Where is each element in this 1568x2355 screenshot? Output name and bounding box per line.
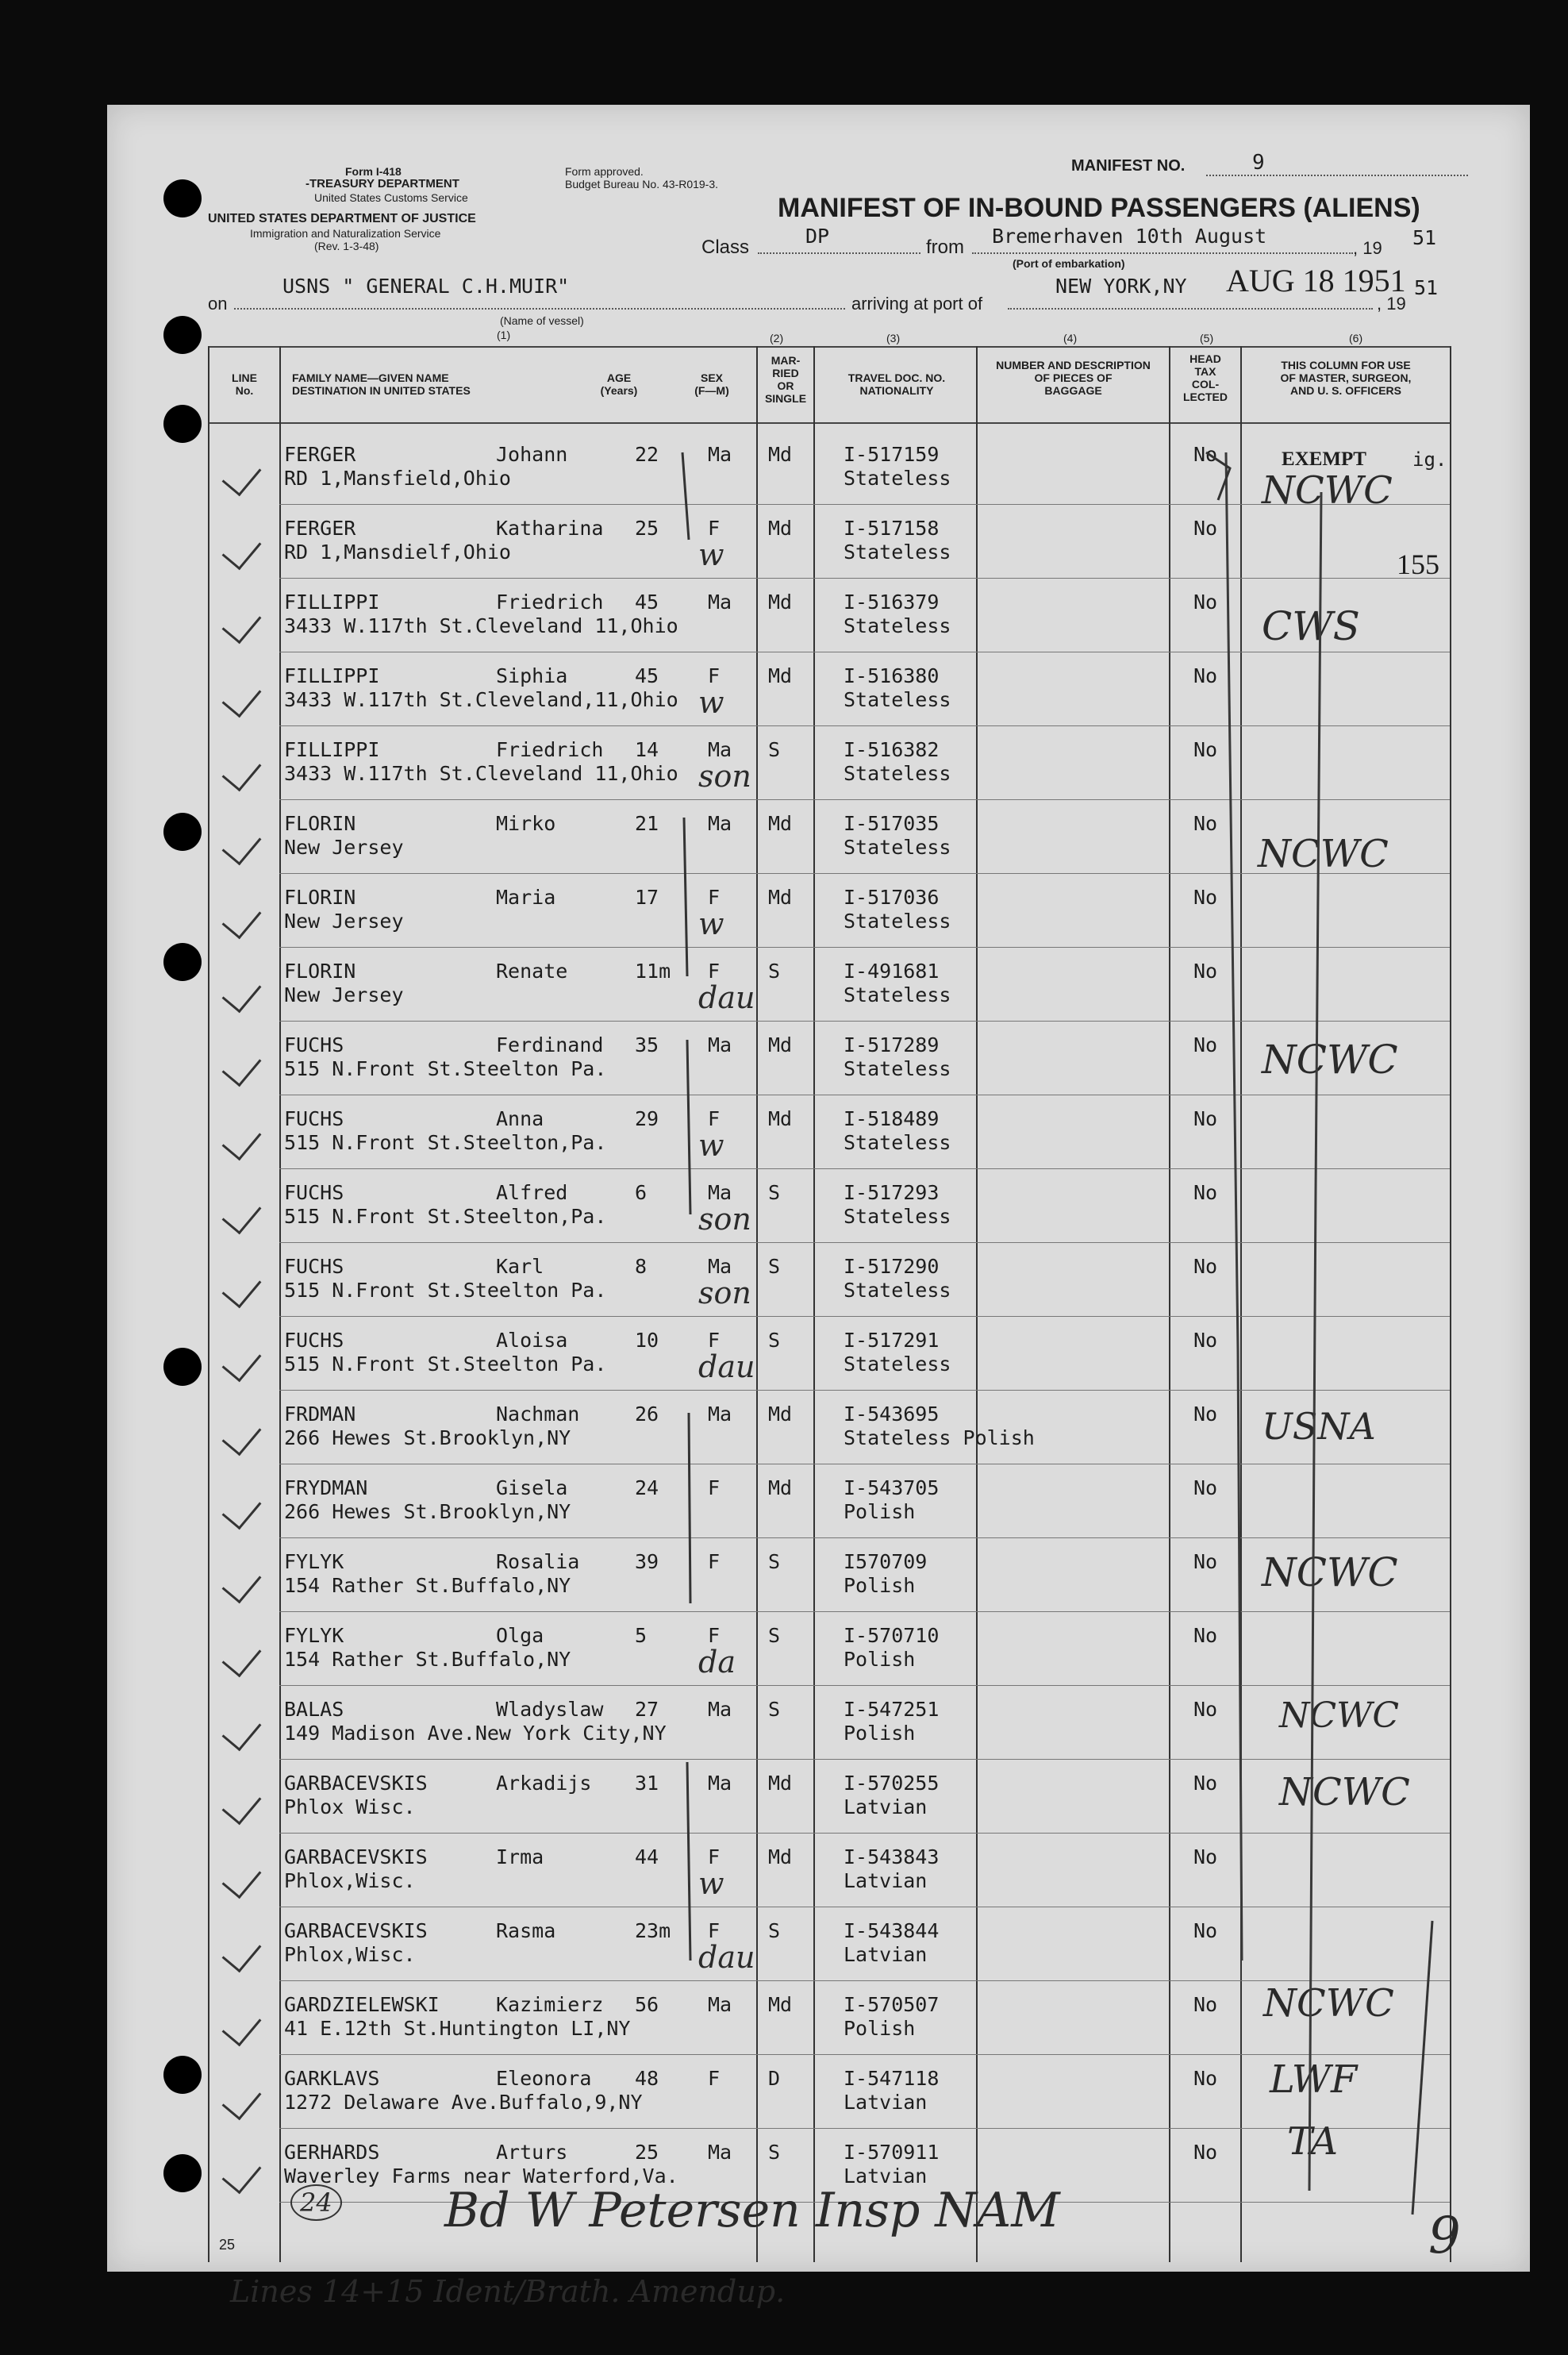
head-tax: No [1193,1403,1218,1426]
age: 6 [635,1181,648,1204]
nationality: Stateless [844,541,951,564]
travel-doc-no: I-517158 [844,517,940,540]
family-name: FRYDMAN [284,1476,368,1499]
destination: New Jersey [284,983,404,1006]
family-name: FILLIPPI [284,591,380,614]
header-baggage: NUMBER AND DESCRIPTION OF PIECES OF BAGGAGE [996,359,1151,397]
family-name: GARBACEVSKIS [284,1772,428,1795]
manifest-no: 9 [1252,151,1265,175]
given-name: Wladyslaw [496,1698,604,1721]
relation-note: w [698,1128,724,1163]
nationality: Stateless Polish [844,1426,1035,1449]
sex: Ma [708,1181,732,1204]
given-name: Ferdinand [496,1033,604,1056]
nationality: Latvian [844,2165,928,2188]
nationality: Polish [844,1722,916,1745]
given-name: Johann [496,443,568,466]
given-name: Mirko [496,812,556,835]
budget-bureau: Budget Bureau No. 43-R019-3. [565,178,719,190]
head-tax: No [1193,960,1218,983]
travel-doc-no: I-543843 [844,1845,940,1868]
sex: Ma [708,812,732,835]
head-tax: No [1193,1255,1218,1278]
family-name: FLORIN [284,960,356,983]
given-name: Siphia [496,664,568,687]
given-name: Alfred [496,1181,568,1204]
given-name: Nachman [496,1403,580,1426]
travel-doc-no: I-517293 [844,1181,940,1204]
family-name: FRDMAN [284,1403,356,1426]
destination: 515 N.Front St.Steelton,Pa. [284,1205,607,1228]
revision-date: (Rev. 1-3-48) [314,240,379,252]
head-tax: No [1193,1772,1218,1795]
destination: 515 N.Front St.Steelton Pa. [284,1279,607,1302]
nationality: Polish [844,2017,916,2040]
agency-note: NCWC [1279,1695,1400,1736]
header-married: MAR- RIED OR SINGLE [764,354,807,405]
sex: Ma [708,1772,732,1795]
given-name: Friedrich [496,591,604,614]
nationality: Polish [844,1574,916,1597]
age: 24 [635,1476,659,1499]
sex: Ma [708,2141,732,2164]
head-tax: No [1193,2141,1218,2164]
travel-doc-no: I-543695 [844,1403,940,1426]
family-name: FUCHS [284,1329,344,1352]
given-name: Gisela [496,1476,568,1499]
year-suffix: , 19 [1377,294,1406,314]
destination: New Jersey [284,836,404,859]
sex: Ma [708,1993,732,2016]
col-num: (3) [886,332,901,344]
vessel-label: (Name of vessel) [500,314,584,327]
travel-doc-no: I-570507 [844,1993,940,2016]
sex: Ma [708,1255,732,1278]
given-name: Eleonora [496,2067,592,2090]
relation-note: w [698,537,724,572]
given-name: Irma [496,1845,544,1868]
marital-status: Md [768,812,793,835]
header-travel-doc: TRAVEL DOC. NO. NATIONALITY [847,371,946,397]
treasury-dept: -TREASURY DEPARTMENT [306,177,459,190]
sex: F [708,960,721,983]
given-name: Anna [496,1107,544,1130]
head-tax: No [1193,1329,1218,1352]
class-label: Class [701,237,750,258]
marital-status: Md [768,1772,793,1795]
nationality: Stateless [844,467,951,490]
travel-doc-no: I-516382 [844,738,940,761]
family-name: GARKLAVS [284,2067,380,2090]
marital-status: Md [768,1107,793,1130]
agency-note: CWS [1262,603,1360,649]
sex: Ma [708,1698,732,1721]
travel-doc-no: I-547251 [844,1698,940,1721]
head-tax: No [1193,1698,1218,1721]
nationality: Stateless [844,983,951,1006]
from-label: from [926,237,964,258]
age: 22 [635,443,659,466]
sex: Ma [708,443,732,466]
nationality: Polish [844,1500,916,1523]
head-tax: No [1193,1476,1218,1499]
given-name: Kazimierz [496,1993,604,2016]
travel-doc-no: I570709 [844,1550,928,1573]
head-tax: No [1193,886,1218,909]
destination: Waverley Farms near Waterford,Va. [284,2165,678,2188]
travel-doc-no: I-516379 [844,591,940,614]
agency-note: NCWC [1262,1037,1398,1083]
header-age: AGE (Years) [600,371,638,397]
nationality: Polish [844,1648,916,1671]
destination: 41 E.12th St.Huntington LI,NY [284,2017,631,2040]
family-name: FUCHS [284,1107,344,1130]
corner-page-number: 9 [1428,2207,1461,2265]
agency-note: NCWC [1279,1770,1410,1814]
nationality: Stateless [844,1279,951,1302]
customs-service: United States Customs Service [314,191,468,204]
sex: Ma [708,1033,732,1056]
sex: Ma [708,591,732,614]
line-25: 25 [219,2237,236,2253]
justice-dept: UNITED STATES DEPARTMENT OF JUSTICE [208,212,476,225]
age: 23m [635,1919,671,1942]
nationality: Stateless [844,836,951,859]
marital-status: Md [768,886,793,909]
marital-status: S [768,1919,781,1942]
age: 25 [635,2141,659,2164]
marital-status: S [768,1698,781,1721]
marital-status: Md [768,1476,793,1499]
col-num: (5) [1200,332,1214,344]
agency-note: USNA [1262,1405,1376,1448]
ins-service: Immigration and Naturalization Service [250,227,441,240]
destination: 515 N.Front St.Steelton Pa. [284,1057,607,1080]
head-tax: No [1193,1624,1218,1647]
nationality: Latvian [844,2091,928,2114]
nationality: Stateless [844,1057,951,1080]
header-name: FAMILY NAME—GIVEN NAME DESTINATION IN UNITED STATES [292,371,471,397]
agency-note: NCWC [1262,468,1393,513]
sex: F [708,664,721,687]
sex: F [708,1476,721,1499]
family-name: GARDZIELEWSKI [284,1993,440,2016]
destination: 1272 Delaware Ave.Buffalo,9,NY [284,2091,643,2114]
family-name: FERGER [284,517,356,540]
page-number: 155 [1397,548,1439,580]
relation-note: dau [698,980,755,1015]
given-name: Katharina [496,517,604,540]
marital-status: S [768,1255,781,1278]
marital-status: Md [768,443,793,466]
family-name: FUCHS [284,1033,344,1056]
header-sex: SEX (F—M) [694,371,729,397]
relation-note: w [698,1866,724,1901]
sex: F [708,1107,721,1130]
nationality: Stateless [844,1205,951,1228]
head-tax: No [1193,591,1218,614]
exempt-stamp: EXEMPT [1282,448,1366,470]
head-tax: No [1193,812,1218,835]
given-name: Friedrich [496,738,604,761]
age: 27 [635,1698,659,1721]
agency-note: NCWC [1258,832,1389,876]
destination: Phlox Wisc. [284,1795,416,1818]
marital-status: Md [768,1993,793,2016]
family-name: FERGER [284,443,356,466]
port-embark-label: (Port of embarkation) [1013,257,1125,270]
destination: RD 1,Mansfield,Ohio [284,467,511,490]
marital-status: S [768,1550,781,1573]
travel-doc-no: I-516380 [844,664,940,687]
family-name: FLORIN [284,812,356,835]
sex: Ma [708,738,732,761]
marital-status: S [768,2141,781,2164]
travel-doc-no: I-517159 [844,443,940,466]
destination: New Jersey [284,910,404,933]
nationality: Stateless [844,1131,951,1154]
marital-status: Md [768,1845,793,1868]
age: 48 [635,2067,659,2090]
sex: F [708,517,721,540]
destination: 266 Hewes St.Brooklyn,NY [284,1426,571,1449]
family-name: FYLYK [284,1624,344,1647]
manifest-title: MANIFEST OF IN-BOUND PASSENGERS (ALIENS) [778,193,1420,223]
nationality: Stateless [844,910,951,933]
marital-status: S [768,1181,781,1204]
sex: F [708,1845,721,1868]
age: 17 [635,886,659,909]
age: 56 [635,1993,659,2016]
given-name: Rasma [496,1919,556,1942]
relation-note: son [698,1276,751,1310]
given-name: Maria [496,886,556,909]
age: 5 [635,1624,648,1647]
destination: Phlox,Wisc. [284,1943,416,1966]
year-value: 51 [1414,276,1439,299]
relation-note: w [698,906,724,941]
relation-note: dau [698,1349,755,1384]
travel-doc-no: I-570255 [844,1772,940,1795]
marital-status: S [768,1329,781,1352]
family-name: GARBACEVSKIS [284,1845,428,1868]
marital-status: D [768,2067,781,2090]
age: 31 [635,1772,659,1795]
nationality: Stateless [844,1353,951,1376]
age: 25 [635,517,659,540]
col-num: (2) [770,332,784,344]
family-name: FILLIPPI [284,738,380,761]
destination: 266 Hewes St.Brooklyn,NY [284,1500,571,1523]
relation-note: son [698,759,751,794]
ig-note: ig. [1412,448,1447,471]
arrival-port: NEW YORK,NY [1055,275,1187,298]
relation-note: dau [698,1940,755,1975]
year-suffix: , 19 [1353,238,1382,258]
marital-status: Md [768,664,793,687]
destination: 515 N.Front St.Steelton,Pa. [284,1131,607,1154]
header-officers: THIS COLUMN FOR USE OF MASTER, SURGEON, AND U. S. OFFICERS [1280,359,1412,397]
head-tax: No [1193,738,1218,761]
age: 39 [635,1550,659,1573]
nationality: Latvian [844,1795,928,1818]
agency-note: TA [1287,2119,1339,2164]
relation-note: son [698,1202,751,1237]
nationality: Stateless [844,614,951,637]
marital-status: Md [768,1403,793,1426]
age: 29 [635,1107,659,1130]
head-tax: No [1193,1845,1218,1868]
sex: F [708,1919,721,1942]
age: 10 [635,1329,659,1352]
col-num: (6) [1349,332,1363,344]
head-tax: No [1193,664,1218,687]
travel-doc-no: I-518489 [844,1107,940,1130]
marital-status: S [768,1624,781,1647]
family-name: FLORIN [284,886,356,909]
travel-doc-no: I-543844 [844,1919,940,1942]
passenger-count: 24 [290,2184,342,2221]
head-tax: No [1193,1107,1218,1130]
family-name: GERHARDS [284,2141,380,2164]
destination: 154 Rather St.Buffalo,NY [284,1648,571,1671]
manifest-no-label: MANIFEST NO. [1071,157,1186,175]
sex: F [708,1329,721,1352]
marital-status: Md [768,591,793,614]
travel-doc-no: I-517036 [844,886,940,909]
age: 21 [635,812,659,835]
given-name: Arturs [496,2141,568,2164]
col-num: (4) [1063,332,1078,344]
destination: Phlox,Wisc. [284,1869,416,1892]
form-number: Form I-418 [345,165,402,178]
header-head-tax: HEAD TAX COL- LECTED [1183,352,1228,403]
agency-note: NCWC [1262,1549,1398,1595]
destination: 3433 W.117th St.Cleveland 11,Ohio [284,614,678,637]
given-name: Renate [496,960,568,983]
age: 35 [635,1033,659,1056]
head-tax: No [1193,517,1218,540]
sex: F [708,886,721,909]
travel-doc-no: I-570911 [844,2141,940,2164]
col-num: (1) [497,329,511,341]
destination: 3433 W.117th St.Cleveland 11,Ohio [284,762,678,785]
destination: 154 Rather St.Buffalo,NY [284,1574,571,1597]
agency-note: LWF [1270,2057,1358,2102]
on-label: on [208,294,228,314]
sex: F [708,1550,721,1573]
head-tax: No [1193,443,1218,466]
vessel-name: USNS " GENERAL C.H.MUIR" [282,275,570,298]
marital-status: S [768,738,781,761]
head-tax: No [1193,1033,1218,1056]
inspector-signature: Bd W Petersen Insp NAM [444,2183,1060,2238]
destination: 515 N.Front St.Steelton Pa. [284,1353,607,1376]
travel-doc-no: I-543705 [844,1476,940,1499]
arrival-date-stamp: AUG 18 1951 [1226,263,1406,298]
year-value: 51 [1412,226,1437,249]
marital-status: Md [768,1033,793,1056]
sex: F [708,2067,721,2090]
age: 11m [635,960,671,983]
head-tax: No [1193,1993,1218,2016]
given-name: Aloisa [496,1329,568,1352]
family-name: FYLYK [284,1550,344,1573]
relation-note: w [698,685,724,720]
age: 45 [635,664,659,687]
agency-note: NCWC [1263,1981,1394,2026]
travel-doc-no: I-517035 [844,812,940,835]
nationality: Latvian [844,1869,928,1892]
given-name: Arkadijs [496,1772,592,1795]
family-name: FUCHS [284,1181,344,1204]
age: 8 [635,1255,648,1278]
class-value: DP [805,225,830,248]
travel-doc-no: I-517291 [844,1329,940,1352]
embark-port: Bremerhaven 10th August [992,225,1267,248]
family-name: FILLIPPI [284,664,380,687]
age: 26 [635,1403,659,1426]
travel-doc-no: I-517290 [844,1255,940,1278]
destination: 3433 W.117th St.Cleveland,11,Ohio [284,688,678,711]
destination: 149 Madison Ave.New York City,NY [284,1722,667,1745]
family-name: BALAS [284,1698,344,1721]
head-tax: No [1193,2067,1218,2090]
relation-note: da [698,1645,736,1680]
destination: RD 1,Mansdielf,Ohio [284,541,511,564]
family-name: GARBACEVSKIS [284,1919,428,1942]
header-line-no: LINE No. [232,371,257,397]
head-tax: No [1193,1919,1218,1942]
form-approved: Form approved. [565,165,644,178]
travel-doc-no: I-491681 [844,960,940,983]
nationality: Stateless [844,762,951,785]
age: 45 [635,591,659,614]
nationality: Stateless [844,688,951,711]
marital-status: Md [768,517,793,540]
travel-doc-no: I-517289 [844,1033,940,1056]
arriving-label: arriving at port of [851,294,983,314]
given-name: Rosalia [496,1550,580,1573]
sex: F [708,1624,721,1647]
marital-status: S [768,960,781,983]
travel-doc-no: I-570710 [844,1624,940,1647]
amendment-note: Lines 14+15 Ident/Brath. Amendup. [230,2274,786,2309]
given-name: Karl [496,1255,544,1278]
sex: Ma [708,1403,732,1426]
family-name: FUCHS [284,1255,344,1278]
age: 44 [635,1845,659,1868]
given-name: Olga [496,1624,544,1647]
travel-doc-no: I-547118 [844,2067,940,2090]
head-tax: No [1193,1181,1218,1204]
nationality: Latvian [844,1943,928,1966]
age: 14 [635,738,659,761]
head-tax: No [1193,1550,1218,1573]
